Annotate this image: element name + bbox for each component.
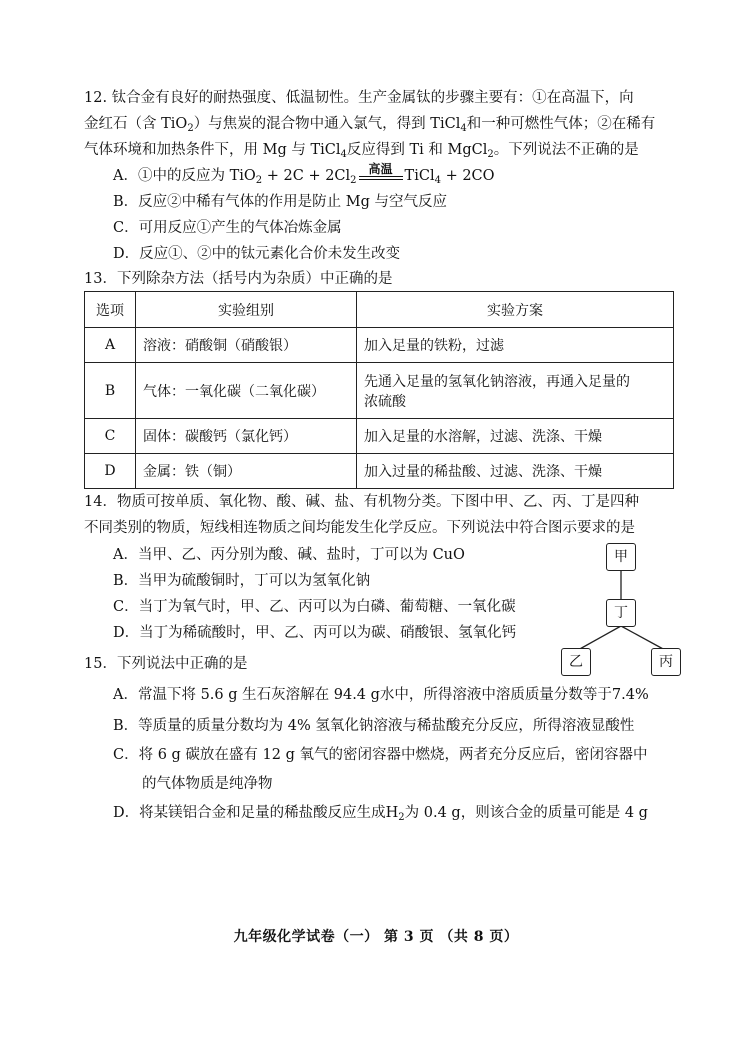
q12-stem-line3: 气体环境和加热条件下，用 Mg 与 TiCl$_4$反应得到 Ti 和 MgCl$_2$。下列说法不正确的是 xyxy=(84,142,639,160)
table-header-option: 选项 xyxy=(85,292,136,328)
table-cell-plan: 加入过量的稀盐酸、过滤、洗涤、干燥 xyxy=(357,454,674,489)
table-cell-option: B xyxy=(85,363,136,419)
table-row xyxy=(85,328,674,363)
table-header-row xyxy=(85,292,674,328)
q14-option-c: C．当丁为氧气时，甲、乙、丙可以为白磷、葡萄糖、一氧化碳 xyxy=(113,599,516,615)
table-row xyxy=(85,363,674,419)
node-yi: 乙 xyxy=(561,648,591,676)
table-row xyxy=(85,419,674,454)
table-header-group: 实验组别 xyxy=(136,292,357,328)
q12-stem-line2: 金红石（含 TiO$_2$）与焦炭的混合物中通入氯气，得到 TiCl$_4$和一种可燃性气体；②在稀有 xyxy=(84,116,656,134)
table-cell-group: 固体：碳酸钙（氯化钙） xyxy=(136,419,357,454)
table-cell-group: 溶液：硝酸铜（硝酸银） xyxy=(136,328,357,363)
q15-option-c-line2: 的气体物质是纯净物 xyxy=(142,776,273,792)
q12-stem-line1: 12. 钛合金有良好的耐热强度、低温韧性。生产金属钛的步骤主要有：①在高温下，向 xyxy=(84,90,634,106)
q15-option-b: B．等质量的质量分数均为 4% 氢氧化钠溶液与稀盐酸充分反应，所得溶液显酸性 xyxy=(113,718,635,734)
q12-option-b: B．反应②中稀有气体的作用是防止 Mg 与空气反应 xyxy=(113,194,448,210)
q14-stem-line2: 不同类别的物质，短线相连物质之间均能发生化学反应。下列说法中符合图示要求的是 xyxy=(84,520,635,536)
q12-option-d: D．反应①、②中的钛元素化合价未发生改变 xyxy=(113,246,401,262)
q15-stem: 15．下列说法中正确的是 xyxy=(84,656,248,672)
q13-stem: 13．下列除杂方法（括号内为杂质）中正确的是 xyxy=(84,271,393,287)
table-cell-plan: 加入足量的铁粉，过滤 xyxy=(357,328,674,363)
table-cell-option: D xyxy=(85,454,136,489)
table-row xyxy=(85,454,674,489)
q14-stem-line1: 14．物质可按单质、氧化物、酸、碱、盐、有机物分类。下图中甲、乙、丙、丁是四种 xyxy=(84,494,639,510)
q14-option-a: A．当甲、乙、丙分别为酸、碱、盐时，丁可以为 CuO xyxy=(113,547,465,563)
q15-option-a: A．常温下将 5.6 g 生石灰溶解在 94.4 g水中，所得溶液中溶质质量分数等于7.4% xyxy=(113,687,649,703)
table-cell-group: 气体：一氧化碳（二氧化碳） xyxy=(136,363,357,419)
node-jia: 甲 xyxy=(606,543,636,571)
table-header-plan: 实验方案 xyxy=(357,292,674,328)
table-cell-plan: 加入足量的水溶解，过滤、洗涤、干燥 xyxy=(357,419,674,454)
node-ding: 丁 xyxy=(606,599,636,627)
page-footer: 九年级化学试卷（一） 第 3 页 （共 8 页） xyxy=(233,929,519,945)
q13-table xyxy=(84,291,674,489)
table-cell-plan: 先通入足量的氢氧化钠溶液，再通入足量的 浓硫酸 xyxy=(357,363,674,419)
reaction-condition-arrow: 高温 xyxy=(359,168,403,180)
table-cell-group: 金属：铁（铜） xyxy=(136,454,357,489)
node-bing: 丙 xyxy=(651,648,681,676)
q14-option-b: B．当甲为硫酸铜时，丁可以为氢氧化钠 xyxy=(113,573,371,589)
connector-ding-yi xyxy=(578,626,621,650)
q12-option-c: C．可用反应①产生的气体冶炼金属 xyxy=(113,220,342,236)
q15-option-c-line1: C．将 6 g 碳放在盛有 12 g 氧气的密闭容器中燃烧，两者充分反应后，密闭容器中 xyxy=(113,747,648,763)
table-cell-option: C xyxy=(85,419,136,454)
table-cell-option: A xyxy=(85,328,136,363)
q14-relation-diagram xyxy=(553,540,693,680)
q15-option-d: D．将某镁铝合金和足量的稀盐酸反应生成$H_2$为 0.4 g，则该合金的质量可能是 4 g xyxy=(113,805,648,823)
connector-ding-bing xyxy=(621,626,665,650)
q12-option-a: A．①中的反应为 $TiO_2 + 2C + 2Cl_2$ 高温 TiCl$_4$ + 2CO xyxy=(113,162,495,186)
q14-option-d: D．当丁为稀硫酸时，甲、乙、丙可以为碳、硝酸银、氢氧化钙 xyxy=(113,625,517,641)
